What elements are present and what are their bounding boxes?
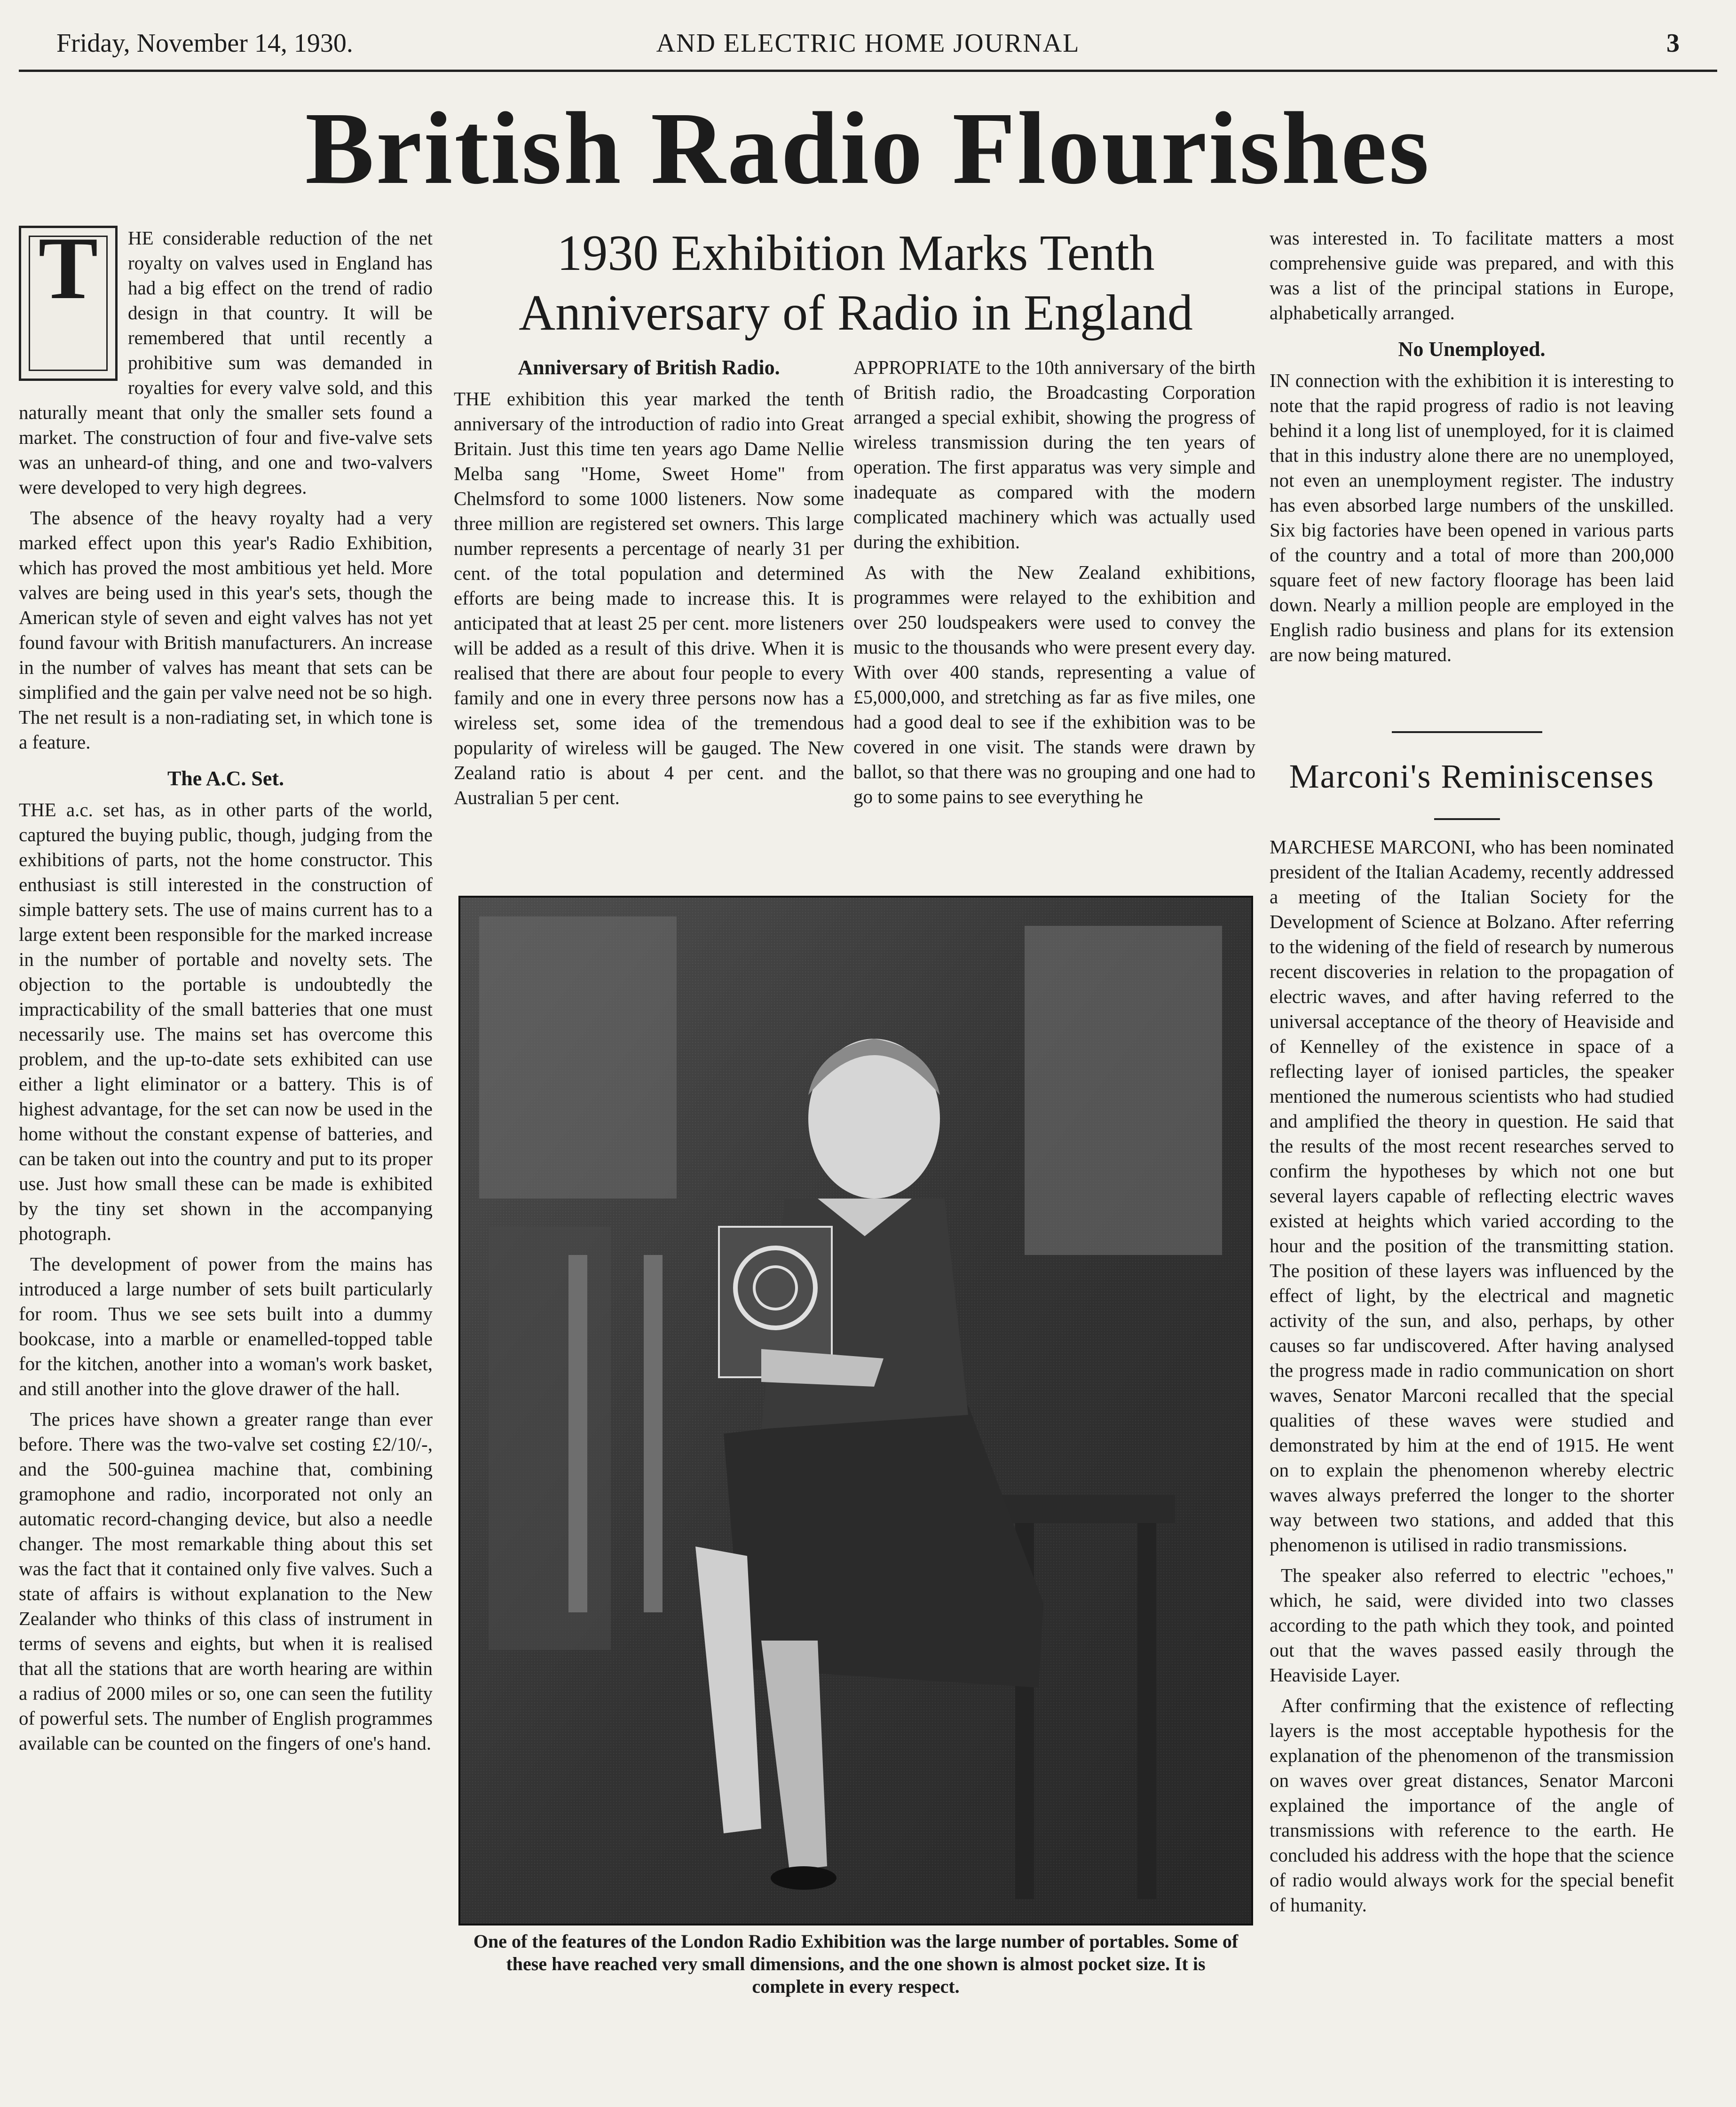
- drop-cap-letter: T: [38, 219, 98, 318]
- paragraph: HE considerable reduction of the net royalty on valves used in England has had a big effect on the trend of radio design in that country. It will be remembered that until recently a prohibitive sum was demanded in royalties for every valve sold, and this naturally meant that only the smaller sets found a market. The construction of four and five-valve sets was an unheard-of thing, and one and two-valvers were developed to very high degrees.: [19, 227, 433, 498]
- page-number: 3: [1666, 29, 1680, 58]
- article-column-3: [853, 355, 1255, 815]
- marconi-heading: Marconi's Reminiscenses: [1289, 758, 1655, 795]
- photo-caption: One of the features of the London Radio Exhibition was the large number of portables. Some of these have reached very small dimensions, and the one shown is almost pocket size. It is complete in every respect.: [473, 1931, 1239, 1997]
- journal-title: AND ELECTRIC HOME JOURNAL: [656, 29, 1080, 58]
- paragraph: After confirming that the existence of reflecting layers is the most acceptable hypothesis for the explanation of the phenomenon of the transmission on waves over great distances, Senator Marconi explained the importance of the angle of transmissions with reference to the earth. He concluded his address with the hope that the science of radio would always work for the special benefit of humanity.: [1270, 1695, 1674, 1916]
- subheadline: 1930 Exhibition Marks Tenth Anniversary of Radio in England: [519, 225, 1193, 341]
- subheading-anniversary: Anniversary of British Radio.: [518, 356, 780, 379]
- paragraph: THE a.c. set has, as in other parts of the world, captured the buying public, though, judging from the exhibitions of parts, not the home constructor. This enthusiast is still interested in the construction of simple battery sets. The use of mains current has to a large extent been responsible for the marked increase in the number of portable and novelty sets. The objection to the portable is undoubtedly the impracticability of the small batteries that one must necessarily use. The mains set has overcome this problem, and the up-to-date sets exhibited can use either a light eliminator or a battery. This is of highest advantage, for the set can now be used in the home without the constant expense of batteries, and can be taken out into the country and put to its proper use. Just how small these can be made is exhibited by the tiny set shown in the accompanying photograph.: [19, 799, 433, 1244]
- paragraph: The speaker also referred to electric "echoes," which, he said, were divided into two classes according to the path which they took, and pointed out that the waves passed easily through the Heaviside Layer.: [1270, 1564, 1674, 1686]
- article-column-1: [19, 219, 433, 1761]
- subheading-ac-set: The A.C. Set.: [167, 767, 284, 790]
- article-column-2: [454, 355, 844, 816]
- ornamental-initial: [19, 219, 118, 381]
- marconi-article: [1270, 835, 1674, 1923]
- paragraph: APPROPRIATE to the 10th anniversary of the birth of British radio, the Broadcasting Corporation arranged a special exhibit, showing the progress of wireless transmission during the ten years of operation. The first apparatus was very simple and inadequate as compared with the modern complicated machinery which was actually used during the exhibition.: [853, 356, 1255, 552]
- article-column-4: [1270, 226, 1674, 673]
- paragraph: was interested in. To facilitate matters a most comprehensive guide was prepared, and with this was a list of the principal stations in Europe, alphabetically arranged.: [1270, 227, 1674, 324]
- paragraph: As with the New Zealand exhibitions, programmes were relayed to the exhibition and over 250 loudspeakers were used to convey the music to the thousands who were present every day. With over 400 stands, representing a value of £5,000,000, and stretching as far as five miles, one had a good deal to see if the exhibition was to be covered in one visit. The stands were drawn by ballot, so that there was no grouping and one had to go to some pains to see everything he: [853, 561, 1255, 807]
- section-divider: [1434, 818, 1500, 820]
- paragraph: The absence of the heavy royalty had a very marked effect upon this year's Radio Exhibition, which has proved the most ambitious yet held. More valves are being used in this year's sets, though the American style of seven and eight valves has not yet found favour with British manufacturers. An increase in the number of valves has meant that sets can be simplified and the gain per valve need not be so high. The net result is a non-radiating set, in which tone is a feature.: [19, 507, 433, 753]
- exhibition-photograph: [458, 896, 1253, 1925]
- paragraph: MARCHESE MARCONI, who has been nominated president of the Italian Academy, recently addressed a meeting of the Italian Society for the Development of Science at Bolzano. After referring to the widening of the field of research by numerous recent discoveries in relation to the propagation of electric waves, and after having referred to the universal acceptance of the theory of Heaviside and of Kennelley of the existence in space of a reflecting layer of ionised particles, the speaker mentioned the numerous scientists who had studied and amplified the theory in question. He said that the results of the most recent researches served to confirm the hypotheses by which not one but several layers capable of reflecting electric waves existed at heights which varied according to the hour and the position of the transmitting station. The position of these layers was influenced by the effect of light, by the electrical and magnetic activity of the sun, and also, perhaps, by other causes so far undiscovered. After having analysed the progress made in radio communication on short waves, Senator Marconi recalled that the special qualities of these waves were studied and demonstrated by him at the end of 1915. He went on to explain the phenomenon whereby electric waves always preferred the longer to the shorter way between two stations, and added that this phenomenon is utilised in radio transmissions.: [1270, 836, 1674, 1555]
- paragraph: The development of power from the mains has introduced a large number of sets built particularly for room. Thus we see sets built into a dummy bookcase, into a marble or enamelled-topped table for the kitchen, another into a woman's work basket, and still another into the glove drawer of the hall.: [19, 1253, 433, 1399]
- running-head: [56, 24, 1680, 66]
- paragraph: IN connection with the exhibition it is interesting to note that the rapid progress of radio is not leaving behind it a long list of unemployed, for it is claimed that in this industry alone there are no unemployed, not even an unemployment register. The industry has even absorbed large numbers of the unskilled. Six big factories have been opened in various parts of the country and a total of more than 200,000 square feet of new factory floorage has been laid down. Nearly a million people are employed in the English radio business and plans for its extension are now being matured.: [1270, 370, 1674, 665]
- paragraph: THE exhibition this year marked the tenth anniversary of the introduction of radio into Great Britain. Just this time ten years ago Dame Nellie Melba sang "Home, Sweet Home" from Chelmsford to some 1000 listeners. Now some three million are registered set owners. This large number represents a percentage of nearly 31 per cent. of the total population and determined efforts are being made to increase this. It is anticipated that at least 25 per cent. more listeners will be added as a result of this drive. When it is realised that there are about four people to every family and one in every three persons now has a wireless set, some idea of the tremendous popularity of wireless will be gauged. The New Zealand ratio is about 4 per cent. and the Australian 5 per cent.: [454, 388, 844, 808]
- subheading-no-unemployed: No Unemployed.: [1398, 338, 1546, 361]
- issue-date: Friday, November 14, 1930.: [56, 29, 353, 58]
- header-rule: [19, 70, 1717, 72]
- paragraph: The prices have shown a greater range than ever before. There was the two-valve set costing £2/10/-, and the 500-guinea machine that, combining gramophone and radio, incorporated not only an automatic record-changing device, but also a needle changer. The most remarkable thing about this set was the fact that it contained only five valves. Such a state of affairs is without explanation to the New Zealander who thinks of this class of instrument in terms of sevens and eights, but when it is realised that all the stations that are worth hearing are within a radius of 2000 miles or so, one can seen the futility of powerful sets. The number of English programmes available can be counted on the fingers of one's hand.: [19, 1408, 433, 1754]
- photo-illustration: [460, 898, 1251, 1924]
- section-divider: [1392, 731, 1542, 733]
- headline: British Radio Flourishes: [305, 91, 1431, 205]
